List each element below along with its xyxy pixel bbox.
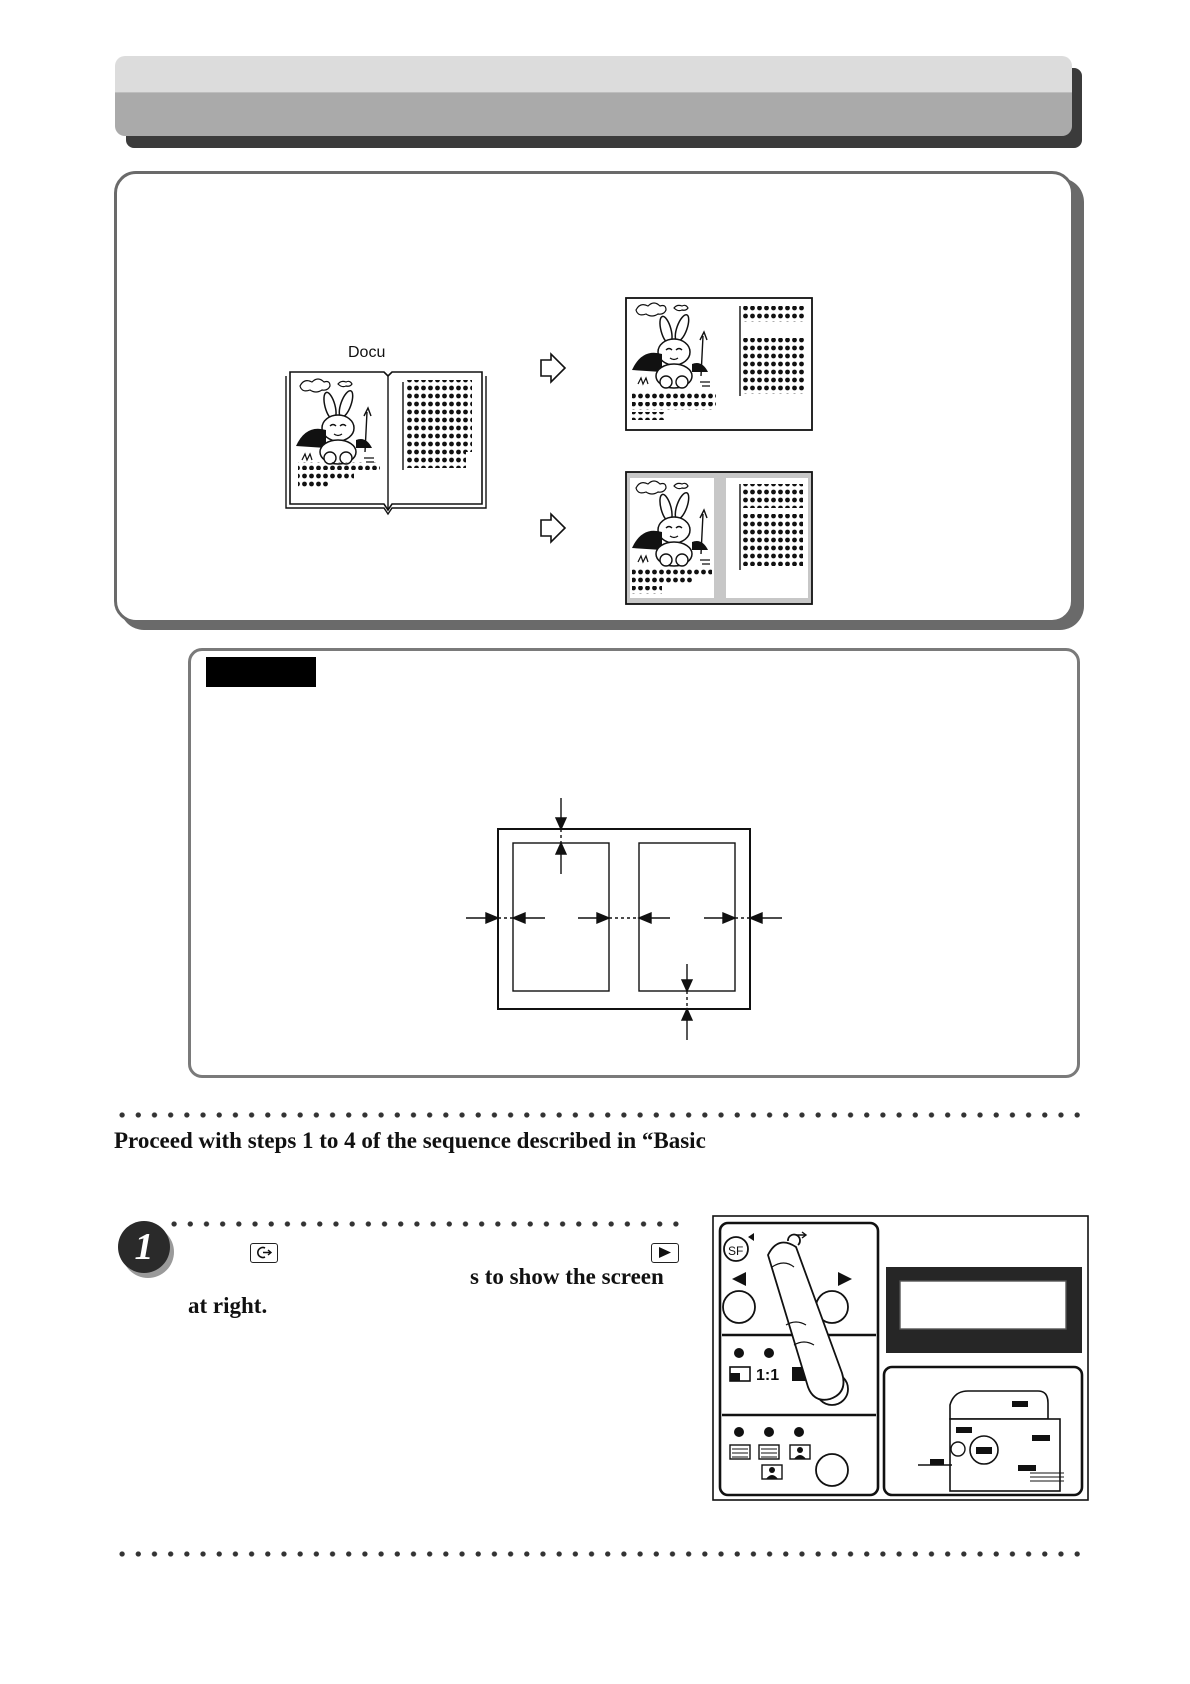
proceed-instruction: Proceed with steps 1 to 4 of the sequence described in “Basic [114,1128,706,1153]
sf-key-label: SF [728,1244,744,1258]
bottom-dotted-separator [114,1551,1086,1557]
ratio-key-label: 1:1 [756,1367,780,1384]
step-text-line2: s to show the screen [470,1264,664,1289]
step-number-badge: 1 [118,1221,170,1273]
dotted-separator [114,1112,1086,1118]
right-arrow-key-icon [651,1243,679,1263]
output-mode-key-icon [250,1243,278,1263]
original-book-label: Docu [348,344,386,361]
control-panel-illustration [712,1215,1090,1503]
step-text-line3: at right. [188,1293,268,1318]
step-dotted-separator [166,1221,686,1227]
